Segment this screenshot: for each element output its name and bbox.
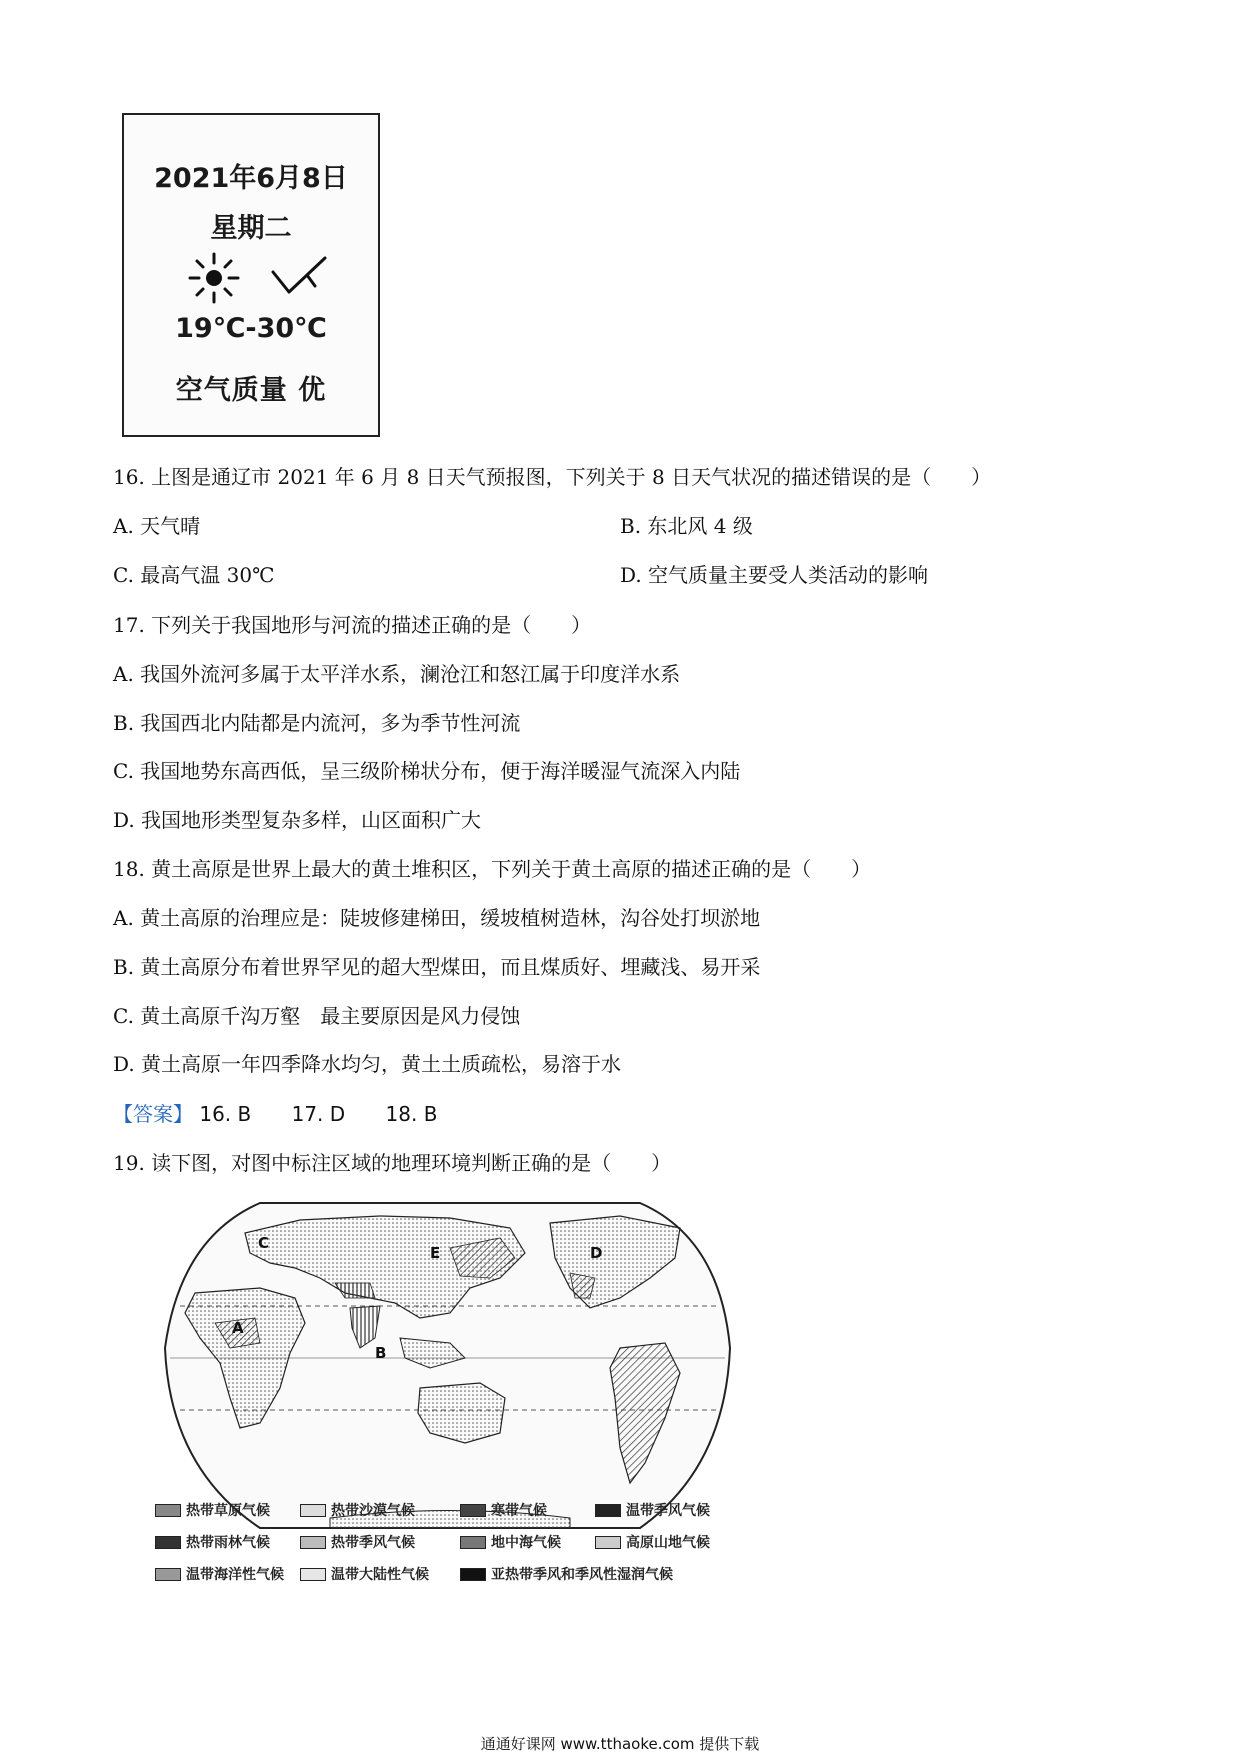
answer-17: 17. D	[291, 1102, 346, 1126]
weather-forecast-card	[122, 113, 380, 437]
region-label-b: B	[375, 1344, 387, 1362]
q17-option-c: C. 我国地势东高西低，呈三级阶梯状分布，便于海洋暖湿气流深入内陆	[113, 759, 741, 783]
legend-swatch	[460, 1504, 486, 1517]
forecast-temperature: 19℃-30℃	[175, 313, 327, 344]
legend-swatch	[595, 1504, 621, 1517]
q16-option-a: A. 天气晴	[113, 514, 201, 538]
region-label-c: C	[258, 1234, 270, 1252]
answer-items	[199, 1102, 471, 1126]
legend-item: 热带季风气候	[300, 1532, 415, 1552]
legend-swatch	[460, 1568, 486, 1581]
legend-item: 温带海洋性气候	[155, 1564, 284, 1584]
forecast-weekday: 星期二	[210, 213, 292, 244]
region-label-d: D	[590, 1244, 603, 1262]
answer-line	[113, 1100, 471, 1128]
q18-option-a: A. 黄土高原的治理应是：陡坡修建梯田，缓坡植树造林，沟谷处打坝淤地	[113, 906, 761, 930]
sun-icon	[186, 250, 242, 306]
region-label-e: E	[430, 1244, 441, 1262]
q16-option-d: D. 空气质量主要受人类活动的影响	[620, 563, 929, 587]
question-18-stem: 18. 黄土高原是世界上最大的黄土堆积区，下列关于黄土高原的描述正确的是（ ）	[113, 857, 872, 881]
answer-tag: 【答案】	[113, 1102, 193, 1126]
legend-item: 温带大陆性气候	[300, 1564, 429, 1584]
legend-swatch	[595, 1536, 621, 1549]
legend-item: 热带草原气候	[155, 1500, 270, 1520]
legend-item: 热带沙漠气候	[300, 1500, 415, 1520]
legend-swatch	[460, 1536, 486, 1549]
question-16-stem: 16. 上图是通辽市 2021 年 6 月 8 日天气预报图，下列关于 8 日天气状况的描述错误的是（ ）	[113, 465, 992, 489]
forecast-air-quality: 空气质量 优	[175, 375, 327, 406]
q18-option-d: D. 黄土高原一年四季降水均匀，黄土土质疏松，易溶于水	[113, 1052, 622, 1076]
question-19-stem: 19. 读下图，对图中标注区域的地理环境判断正确的是（ ）	[113, 1151, 672, 1175]
legend-swatch	[300, 1504, 326, 1517]
legend-item: 亚热带季风和季风性湿润气候	[460, 1564, 673, 1584]
question-17-stem: 17. 下列关于我国地形与河流的描述正确的是（ ）	[113, 613, 592, 637]
q17-option-d: D. 我国地形类型复杂多样，山区面积广大	[113, 808, 482, 832]
legend-item: 温带季风气候	[595, 1500, 710, 1520]
legend-swatch	[155, 1504, 181, 1517]
wind-flag-icon	[269, 250, 331, 306]
legend-swatch	[300, 1568, 326, 1581]
legend-item: 高原山地气候	[595, 1532, 710, 1552]
page-footer: 通通好课网 www.tthaoke.com 提供下载	[480, 1735, 760, 1753]
legend-swatch	[300, 1536, 326, 1549]
legend-item: 热带雨林气候	[155, 1532, 270, 1552]
region-label-a: A	[232, 1319, 244, 1337]
answer-16: 16. B	[199, 1102, 252, 1126]
q18-option-c: C. 黄土高原千沟万壑 最主要原因是风力侵蚀	[113, 1004, 521, 1028]
answer-18: 18. B	[385, 1102, 438, 1126]
q17-option-b: B. 我国西北内陆都是内流河，多为季节性河流	[113, 711, 521, 735]
forecast-date: 2021年6月8日	[154, 163, 348, 194]
legend-swatch	[155, 1568, 181, 1581]
legend-item: 寒带气候	[460, 1500, 547, 1520]
q16-option-b: B. 东北风 4 级	[620, 514, 753, 538]
q18-option-b: B. 黄土高原分布着世界罕见的超大型煤田，而且煤质好、埋藏浅、易开采	[113, 955, 761, 979]
q16-option-c: C. 最高气温 30℃	[113, 563, 275, 587]
q17-option-a: A. 我国外流河多属于太平洋水系，澜沧江和怒江属于印度洋水系	[113, 662, 681, 686]
legend-item: 地中海气候	[460, 1532, 561, 1552]
legend-swatch	[155, 1536, 181, 1549]
